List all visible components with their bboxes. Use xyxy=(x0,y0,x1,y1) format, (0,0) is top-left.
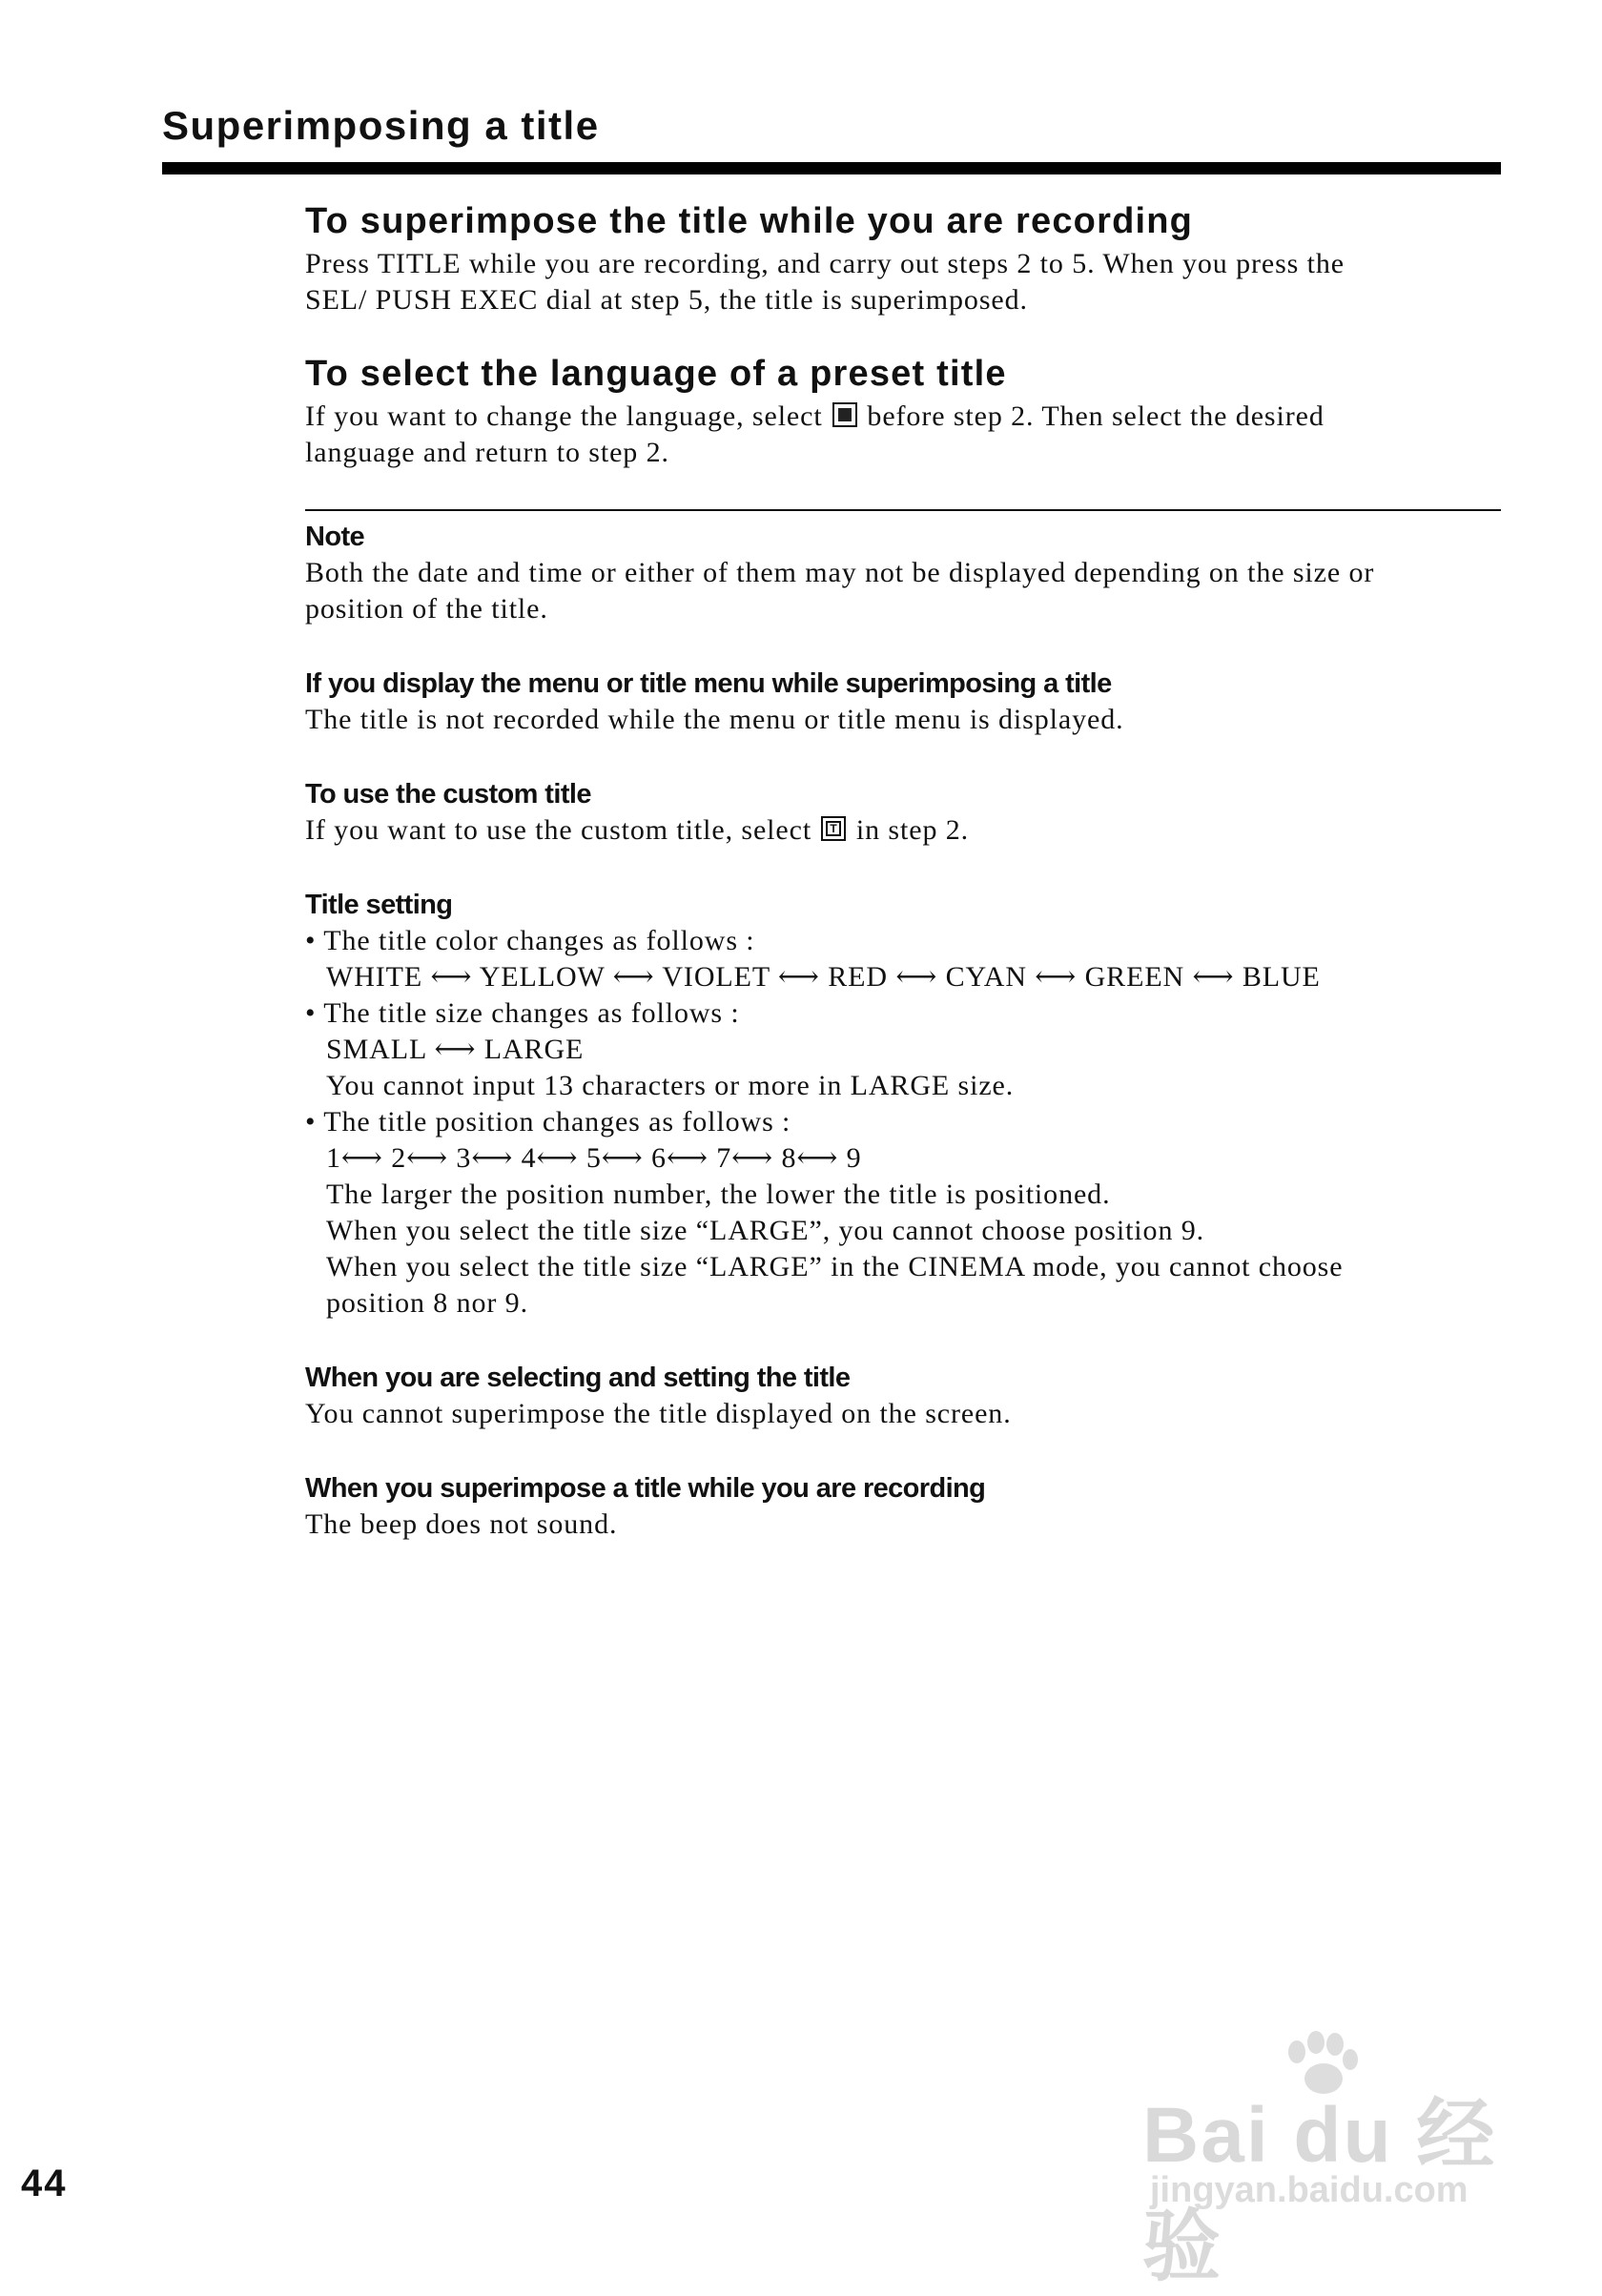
size-note: You cannot input 13 characters or more in LARGE size. xyxy=(326,1070,1015,1101)
language-line-2: language and return to step 2. xyxy=(305,437,669,468)
language-line-1 xyxy=(305,399,1501,435)
baidu-watermark xyxy=(1142,2031,1543,2290)
size-intro: • The title size changes as follows : xyxy=(305,997,740,1029)
beep-heading: When you superimpose a title while you are recording xyxy=(305,1473,986,1504)
selecting-heading: When you are selecting and setting the title xyxy=(305,1363,851,1393)
menu-display-heading: If you display the menu or title menu while superimposing a title xyxy=(305,668,1112,699)
selecting-line: You cannot superimpose the title displayed on the screen. xyxy=(305,1398,1012,1429)
position-note-2: When you select the title size “LARGE”, you cannot choose position 9. xyxy=(326,1215,1205,1246)
section-language xyxy=(305,349,1501,471)
recording-line-1: Press TITLE while you are recording, and carry out steps 2 to 5. When you press the xyxy=(305,248,1345,279)
position-intro: • The title position changes as follows : xyxy=(305,1106,791,1138)
note-line-2: position of the title. xyxy=(305,593,548,625)
position-note-3: When you select the title size “LARGE” in the CINEMA mode, you cannot choose xyxy=(326,1251,1344,1282)
beep-line: The beep does not sound. xyxy=(305,1508,618,1540)
custom-title-icon: T xyxy=(821,816,846,841)
watermark-logo: Bai du 经验 xyxy=(1142,2092,1497,2290)
recording-line-2: SEL/ PUSH EXEC dial at step 5, the title is superimposed. xyxy=(305,284,1028,316)
section-recording xyxy=(305,196,1501,318)
watermark-url: jingyan.baidu.com xyxy=(1150,2170,1468,2210)
page-title: Superimposing a title xyxy=(162,103,600,148)
custom-title-heading: To use the custom title xyxy=(305,779,591,810)
language-line-1-end: before step 2. Then select the desired xyxy=(867,400,1325,432)
color-intro: • The title color changes as follows : xyxy=(305,925,755,956)
section-beep xyxy=(305,1470,1501,1543)
position-note-1: The larger the position number, the lower the title is positioned. xyxy=(326,1179,1111,1210)
section-note xyxy=(305,519,1501,627)
title-setting-heading: Title setting xyxy=(305,890,453,920)
note-divider xyxy=(305,509,1501,511)
section-menu-display xyxy=(305,666,1501,738)
menu-display-line: The title is not recorded while the menu or title menu is displayed. xyxy=(305,704,1124,735)
page-number: 44 xyxy=(21,2163,68,2204)
title-rule xyxy=(162,162,1501,174)
custom-title-line xyxy=(305,812,1501,849)
language-heading: To select the language of a preset title xyxy=(305,354,1007,394)
size-values: SMALL ⟷ LARGE xyxy=(326,1034,585,1065)
language-line-1-start: If you want to change the language, select xyxy=(305,400,823,432)
note-heading: Note xyxy=(305,522,365,552)
section-title-setting xyxy=(305,887,1501,1322)
section-selecting xyxy=(305,1360,1501,1432)
note-line-1: Both the date and time or either of them may not be displayed depending on the size or xyxy=(305,557,1375,588)
color-values: WHITE ⟷ YELLOW ⟷ VIOLET ⟷ RED ⟷ CYAN ⟷ GREEN ⟷ BLUE xyxy=(326,961,1321,993)
custom-title-line-start: If you want to use the custom title, select xyxy=(305,814,812,846)
language-menu-icon xyxy=(832,402,857,427)
position-note-4: position 8 nor 9. xyxy=(326,1287,528,1319)
content xyxy=(305,191,1501,1543)
custom-title-line-end: in step 2. xyxy=(855,814,970,846)
section-custom-title xyxy=(305,776,1501,849)
recording-heading: To superimpose the title while you are recording xyxy=(305,201,1194,241)
position-values: 1⟷ 2⟷ 3⟷ 4⟷ 5⟷ 6⟷ 7⟷ 8⟷ 9 xyxy=(326,1142,862,1174)
